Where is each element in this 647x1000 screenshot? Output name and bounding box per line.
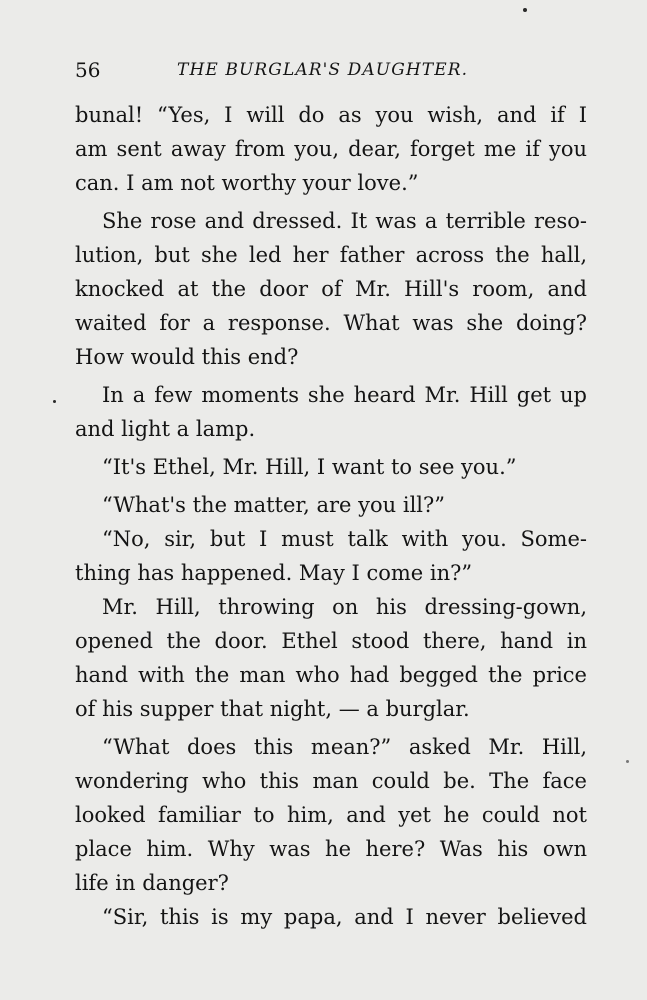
text-line: “It's Ethel, Mr. Hill, I want to see you.”: [102, 455, 517, 479]
ink-speck: [523, 8, 527, 12]
text-line: lution, but she led her father across the hall,: [75, 243, 587, 267]
text-line: thing has happened. May I come in?”: [75, 561, 473, 585]
ink-speck: [626, 760, 629, 763]
page-number: 56: [75, 58, 101, 82]
text-line: life in danger?: [75, 871, 229, 895]
text-line: hand with the man who had begged the price: [75, 663, 587, 687]
text-line: and light a lamp.: [75, 417, 256, 441]
text-line: In a few moments she heard Mr. Hill get up: [102, 383, 587, 407]
text-line: wondering who this man could be. The face: [75, 769, 587, 793]
text-line: “What does this mean?” asked Mr. Hill,: [102, 735, 587, 759]
text-line: bunal! “Yes, I will do as you wish, and if I: [75, 103, 587, 127]
running-title: THE BURGLAR'S DAUGHTER.: [177, 60, 469, 80]
ink-speck: [53, 400, 56, 403]
text-line: opened the door. Ethel stood there, hand in: [75, 629, 587, 653]
text-line: can. I am not worthy your love.”: [75, 171, 419, 195]
page-header: [75, 55, 587, 85]
text-line: place him. Why was he here? Was his own: [75, 837, 587, 861]
text-line: knocked at the door of Mr. Hill's room, and: [75, 277, 587, 301]
text-line: “No, sir, but I must talk with you. Some-: [102, 527, 587, 551]
text-line: She rose and dressed. It was a terrible reso-: [102, 209, 587, 233]
text-line: waited for a response. What was she doing?: [75, 311, 587, 335]
text-line: am sent away from you, dear, forget me if you: [75, 137, 587, 161]
text-line: Mr. Hill, throwing on his dressing-gown,: [102, 595, 587, 619]
text-line: How would this end?: [75, 345, 299, 369]
text-line: of his supper that night, — a burglar.: [75, 697, 470, 721]
text-line: looked familiar to him, and yet he could not: [75, 803, 587, 827]
text-line: “What's the matter, are you ill?”: [102, 493, 446, 517]
text-line: “Sir, this is my papa, and I never believed: [102, 905, 587, 929]
